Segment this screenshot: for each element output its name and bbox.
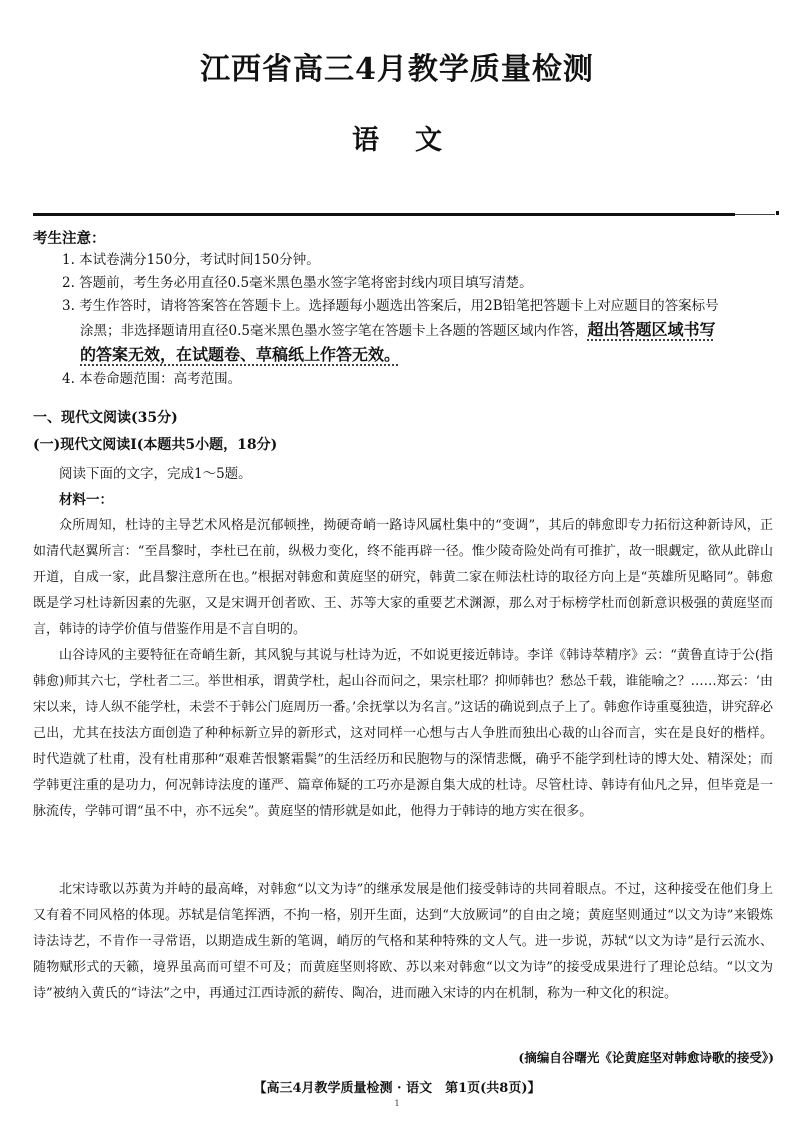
notice-emphasis: 的答案无效，在试题卷、草稿纸上作答无效。 xyxy=(80,345,401,364)
notice-item: 4. 本卷命题范围：高考范围。 xyxy=(62,371,242,387)
notice-item: 2. 答题前，考生务必用直径0.5毫米黑色墨水签字笔将密封线内项目填写清楚。 xyxy=(62,275,533,291)
exam-title: 江西省高三4月教学质量检测 xyxy=(200,52,594,87)
notice-item-continued xyxy=(62,343,778,368)
reading-paragraph-1 xyxy=(33,513,773,643)
reading-instruction xyxy=(33,461,773,487)
source-citation: (摘编自谷曙光《论黄庭坚对韩愈诗歌的接受》) xyxy=(518,1050,774,1065)
section-title: 一、现代文阅读(35分) xyxy=(33,410,178,426)
paragraph-text: 山谷诗风的主要特征在奇峭生新，其风貌与其说与杜诗为近，不如说更接近韩诗。李详《韩诗萃精序》云：“黄鲁直诗于公(指韩愈)师其六七，学杜者二三。举世相承，谓黄学杜，起山谷而问之，果宗杜耶？抑师韩也？愁怂千载，谁能喻之？……郑云：‘由宋以来，诗人纵不能学杜，未尝不于韩公门庭周历一番。’余抚掌以为名言。”这话的确说到点子上了。韩愈作诗重戛独造，讲究辞必己出，尤其在技法方面创造了种种标新立异的新形式，这对同样一心想与古人争胜而独出心裁的山谷而言，实在是良好的楷样。时代造就了杜甫，没有杜甫那种“艰难苦恨繁霜鬓”的生活经历和民胞物与的深情悲慨，确乎不能学到杜诗的博大处、精深处；而学韩更注重的是功力，何况韩诗法度的谨严、篇章佈疑的工巧亦是源自集大成的杜诗。尽管杜诗、韩诗有仙凡之异，但毕竟是一脉流传，学韩可谓“虽不中，亦不远矣”。黄庭坚的情形就是如此，他得力于韩诗的地方实在很多。 xyxy=(33,648,773,819)
header-divider xyxy=(33,213,735,216)
subject-title: 语文 xyxy=(352,125,478,156)
reading-paragraph-2 xyxy=(33,643,773,825)
paragraph-text: 北宋诗歌以苏黄为并峙的最高峰，对韩愈“以文为诗”的继承发展是他们接受韩诗的共同着眼点。不过，这种接受在他们身上又有着不同风格的体现。苏轼是信笔挥洒，不拘一格，别开生面，达到“大放厥词”的自由之境；黄庭坚则通过“以文为诗”来锻炼诗法诗艺，不肯作一寻常语，以期造成生新的笔调，峭厉的气格和某种特殊的文人气。进一步说，苏轼“以文为诗”是行云流水、随物赋形式的天籁，境界虽高而可望不可及；而黄庭坚则将欧、苏以来对韩愈“以文为诗”的接受成果进行了理论总结。“以文为诗”被纳入黄氏的“诗法”之中，再通过江西诗派的薪传、陶冶，进而融入宋诗的内在机制，称为一种文化的积淀。 xyxy=(33,882,773,1001)
header-divider-tail xyxy=(735,214,775,215)
paragraph-text: 众所周知，杜诗的主导艺术风格是沉郁顿挫，拗硬奇峭一路诗风属杜集中的“变调”，其后的韩愈即专力拓衍这种新诗风，正如清代赵翼所言：“至昌黎时，李杜已在前，纵极力变化，终不能再辟一径。惟少陵奇险处尚有可推扩，故一眼觑定，欲从此辟山开道，自成一家，此昌黎注意所在也。”根据对韩愈和黄庭坚的研究，韩黄二家在师法杜诗的取径方向上是“英雄所见略同”。韩愈既是学习杜诗新因素的先驱，又是宋调开创者欧、王、苏等大家的重要艺术渊源，那么对于标榜学杜而创新意识极强的黄庭坚而言，韩诗的诗学价值与借鉴作用是不言自明的。 xyxy=(33,518,773,637)
notice-heading: 考生注意： xyxy=(33,230,106,247)
page-number: 1 xyxy=(394,1099,400,1108)
section-subtitle: (一)现代文阅读Ⅰ(本题共5小题，18分) xyxy=(33,437,278,453)
notice-emphasis: 超出答题区域书写 xyxy=(587,320,716,339)
reading-paragraph-3 xyxy=(33,877,773,1007)
instruction-text: 阅读下面的文字，完成1～5题。 xyxy=(59,466,252,482)
material-label-text: 材料一： xyxy=(59,492,113,508)
notice-list xyxy=(62,249,778,391)
notice-item-text: 涂黑；非选择题请用直径0.5毫米黑色墨水签字笔在答题卡上各题的答题区域内作答， xyxy=(80,323,588,339)
notice-item-continued xyxy=(62,318,778,343)
notice-item: 3. 考生作答时，请将答案答在答题卡上。选择题每小题选出答案后，用2B铅笔把答题卡上对应题目的答案标号 xyxy=(62,298,719,314)
header-divider-end-mark xyxy=(776,211,779,215)
notice-item: 1. 本试卷满分150分，考试时间150分钟。 xyxy=(62,252,320,268)
material-label xyxy=(33,487,773,513)
page-footer: 【高三4月教学质量检测 · 语文 第1页(共8页)】 xyxy=(253,1081,541,1096)
